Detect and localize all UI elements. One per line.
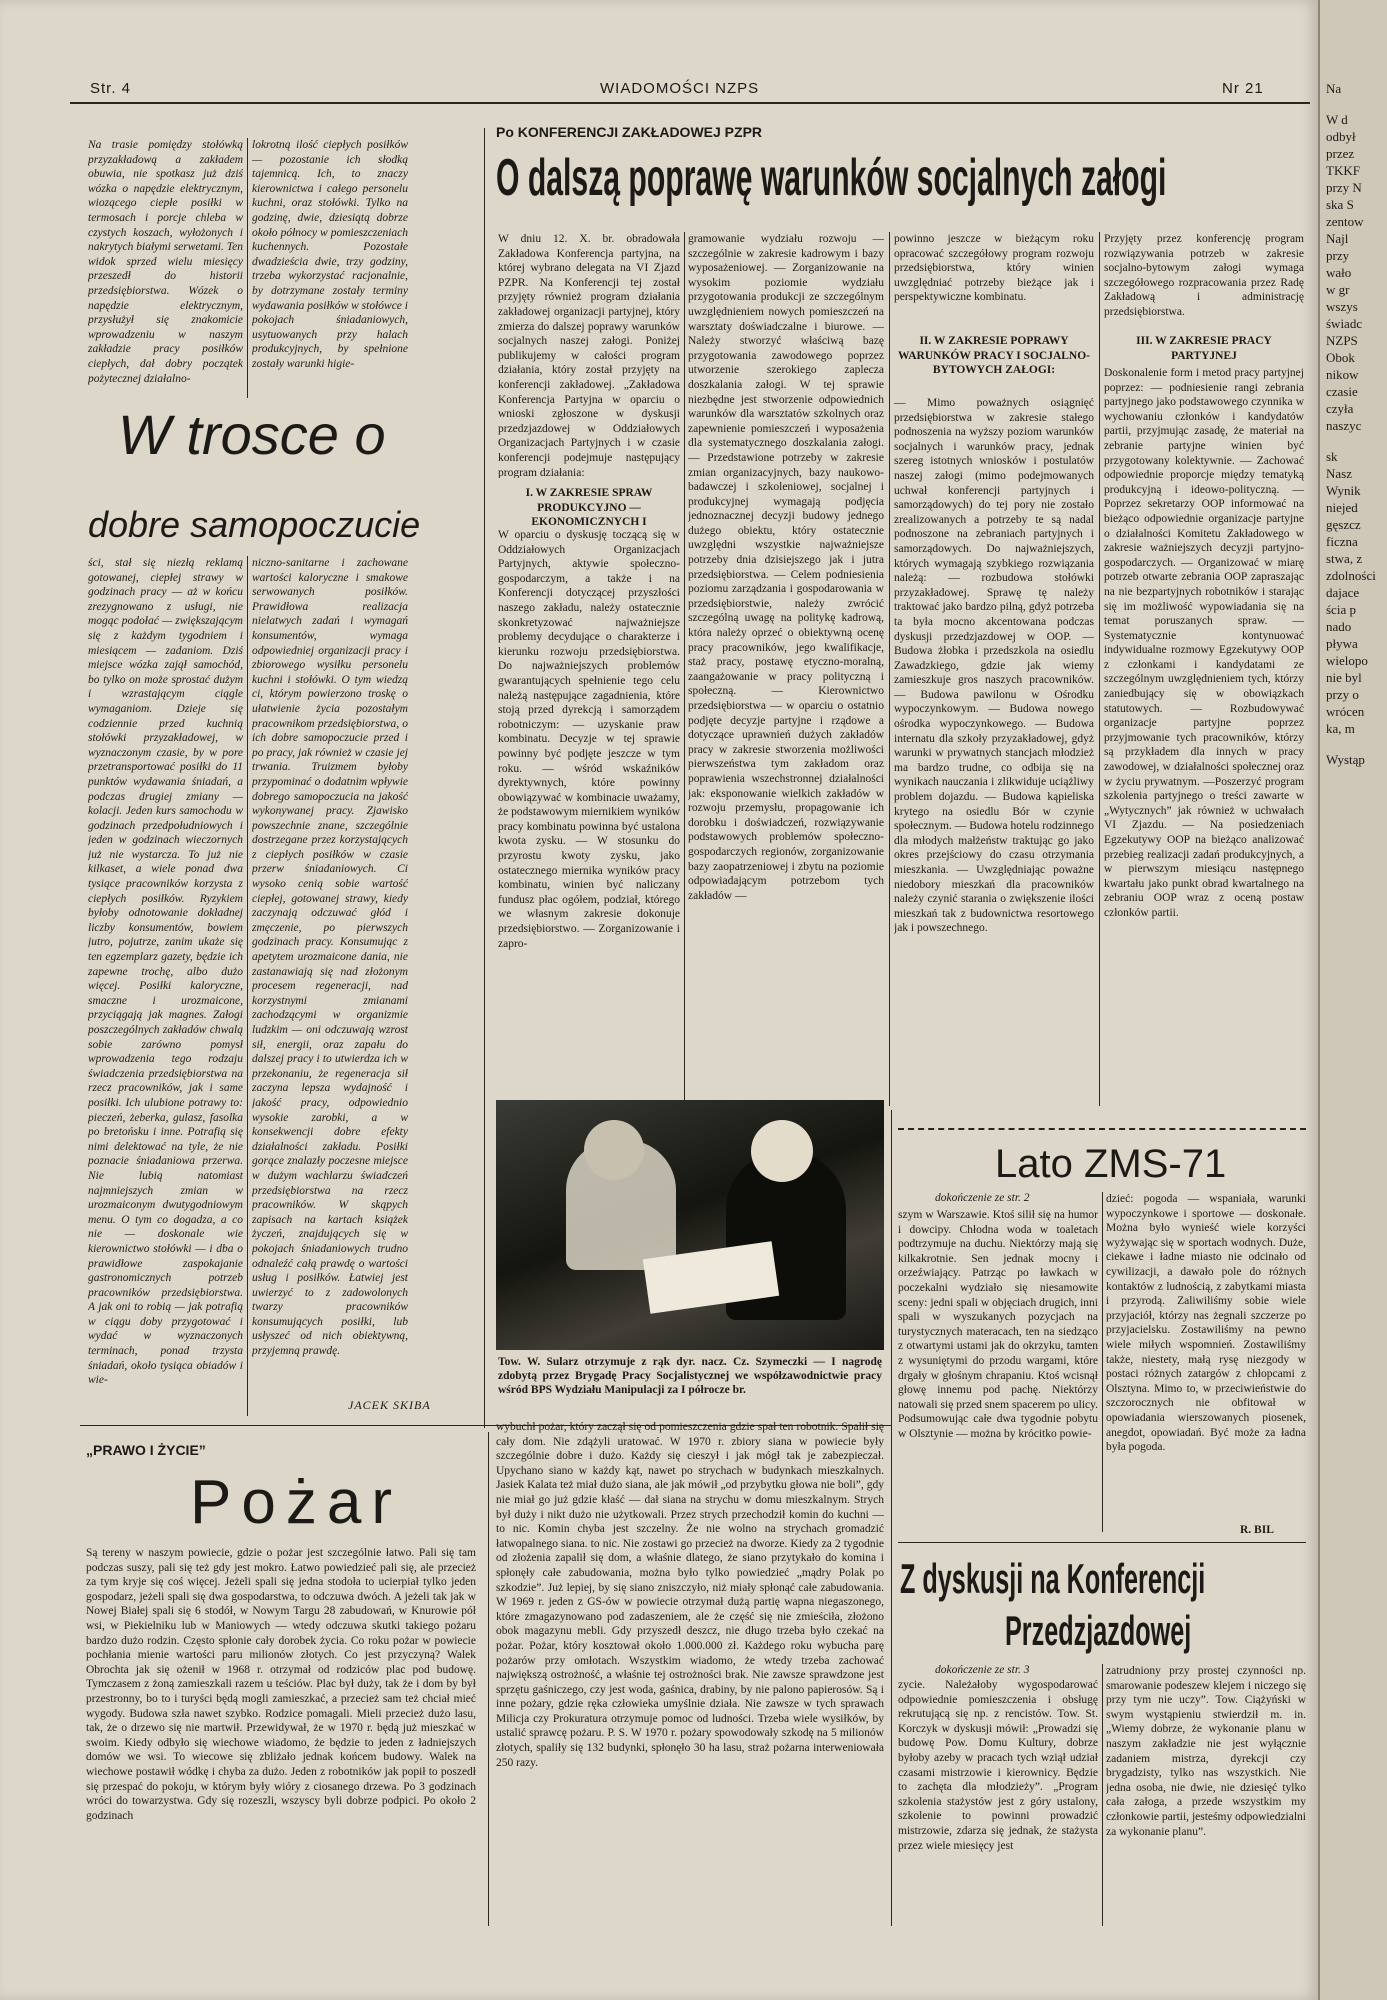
edge-text-fragment: zdolności — [1326, 568, 1376, 583]
edge-text-fragment: naszyc — [1326, 418, 1362, 433]
edge-text-fragment: przez — [1326, 146, 1355, 161]
column-rule — [1102, 1192, 1103, 1532]
edge-text-fragment: NZPS — [1326, 333, 1358, 348]
left-article-title-line2: dobre samopoczucie — [88, 504, 421, 545]
dyskusja-col2: zatrudniony przy prostej czynności np. smarowanie podeszew klejem i niczego się przy tym nie uczy”. Tow. Ciążyński w swym wystąpieniu stwierdził m. in. „Wiemy dobrze, że wykonanie planu w naszym zakładzie nie jest wyłącznie zadaniem mistrza, dyrekcji czy brygadzisty, tylko nas wszystkich. Nie jedna osoba, nie dwie, nie dziesięć tylko cała załoga, a przede wszystkim my członkowie partii, jesteśmy odpowiedzialni za wykonanie planu”. — [1106, 1665, 1306, 1838]
left-article-body-col1: ści, stał się niezłą reklamą gotowanej, ciepłej strawy w godzinach pracy — aż w końcu zrezygnowano z usługi, nie mogąc podołać — zwiększającym się z każdym tygodniem i miesiącem — zadaniom. Dziś miejsce wózka zajął samochód, bo tylko on może sprostać dużym i wzrastającym ciągle wymaganiom. Dzieje się codziennie przed kuchnią stołówki przyzakładowej, w wyznaczonym czasie, by w pore przetransportować posiłki do 11 punktów wydawania śniadań, a podczas drugiej zmiany — kolacji. Jeden kurs samochodu w godzinach przedpołudniowych i jeden w godzinach wieczornych już nie wystarcza. To już nie kilkaset, a wiele ponad dwa tysiące pracowników korzysta z ciepłych posiłków. Ryzykiem byłoby odnotowanie dokładnej liczby konsumentów, bowiem jutro, pojutrze, zanim ukaże się ten egzemplarz gazety, będzie ich zapewne trochę, albo dużo więcej. Posiłki kaloryczne, smaczne i urozmaicone, przyciągają jak magnes. Załogi poszczególnych zakładów chwalą sobie zarówno pomysł wprowadzenia tego rodzaju świadczenia przedsiębiorstwa na rzecz pracowników, jak i same posiłki. Ich ulubione potrawy to: pieczeń, żeberka, gulasz, fasolka po bretońsku i inne. Potrafią się nimi delektować na tyle, że nie poznacie śniadaniowa przerwa. Nie lubią natomiast najmniejszych zmian w urozmaiconym dwutygodniowym menu. O tym co dogadza, a co nie — doskonale wie kierownictwo stołówki — i dba o prawidłowe zaspokajanie gastronomicznych potrzeb pracowników przedsiębiorstwa. A jak oni to robią — jak potrafią w ciągu doby przygotować i wydać w wyznaczonych terminach, ponad trzysta śniadań, około tysiąca obiadów i wie- — [88, 557, 243, 1387]
section-rule — [484, 128, 485, 1428]
left-article-author: JACEK SKIBA — [348, 1398, 431, 1412]
section-rule — [891, 1110, 892, 1926]
edge-text-fragment: dajace — [1326, 585, 1360, 600]
edge-text-fragment: wszys — [1326, 299, 1358, 314]
edge-text-fragment: przy o — [1326, 687, 1359, 702]
column-rule — [1099, 232, 1100, 1106]
edge-text-fragment: nikow — [1326, 367, 1359, 382]
edge-text-fragment: czyła — [1326, 401, 1354, 416]
edge-text-fragment: Wynik — [1326, 483, 1361, 498]
pozar-col2: wybuchł pożar, który zaczął się od pomieszczenia gdzie spał ten robotnik. Spalił się cały dom. Nie zdążyli uratować. W 1970 r. zbiory siana w powiecie były szczególnie dobre i dużo. Każdy się cieszył i jak mógł tak je zabezpieczał. Upychano siano w każdy kąt, nawet po strychach w budynkach mieszkalnych. Jasiek Kalata też miał dużo siana, ale jak mówił „od przybytku głowa nie boli”, gdy nie miał go już gdzie kłaść — dał siana na strychu w domu mieszkalnym. Strych był duży i nikt dużo nie użytkowali. Przez strych przechodził komin do kuchni — to nic. Komin chyba jest szczelny. Że nie wolno na strychach gromadzić łatwopalnego siana. to nic. Nie zostawi go przecież na dworze. Kiedy za 2 tygodnie od złożenia zapalił się dom, a właśnie dlatego, że siano przytykało do komina i spłonęły całe zabudowania, można było tylko powiedzieć „mądry Polak po szkodzie”. Już lepiej, by się siano zniszczyło, niż miały spłonąć całe zabudowania. W 1969 r. jeden z GS-ów w powiecie otrzymał dużą partię wapna niegaszonego, które zmagazynowano pod zadaszeniem, ale że część się nie zmieściła, złożono obok magazynu mebli. Gdy przyszedł deszcz, nie długo trzeba było czekać na pożar. Pożar, który kosztował około 1.000.000 zł. Każdego roku wybucha parę pożarów przy omłotach. Wszystkim wiadomo, że wtedy trzeba zachować największą ostrożność, a właśnie tej ostrożności brak. Nie zawsze sprawdzone jest sprzętu gaśniczego, czy jest woda, gaśnica, drabiny, by nie palono papierosów. Są i inne pożary, gdzie ręka człowieka umyślnie działa. Nie zawsze w tych sprawach Milicja czy Prokuratura otrzymuje pomoc od ludności. Trzeba wiele wysiłków, by ustalić sprawcę pożaru. P. S. W 1970 r. pożary spowodowały szkodę na 5 milionów złotych, spaliły się 132 budynki, spłonęło 30 ha lasu, straż pożarna interweniowała 250 razy. — [496, 1421, 884, 1769]
edge-text-fragment: TKKF — [1326, 163, 1360, 178]
column-rule — [247, 138, 248, 398]
newspaper-title: WIADOMOŚCI NZPS — [600, 80, 760, 97]
edge-text-fragment: czasie — [1326, 384, 1358, 399]
edge-text-fragment: Obok — [1326, 350, 1355, 365]
edge-gap — [1320, 737, 1387, 751]
photo-figure-head — [751, 1120, 813, 1182]
section-rule — [898, 1128, 1306, 1130]
section-rule — [898, 1542, 1306, 1543]
edge-text-fragment: Nasz — [1326, 466, 1352, 481]
edge-text-fragment: wielopo — [1326, 653, 1368, 668]
conference-col1: W dniu 12. X. br. obradowała Zakładowa Konferencja partyjna, na której wybrano delegata na VI Zjazd PZPR. Na Konferencji tej został przyjęty również program działania zakładowej organizacji partyjnej, który zmierza do dalszej poprawy warunków socjalnych naszej załogi. Poniżej publikujemy w całości program działania, który został przyjęty na konferencji zakładowej. „Zakładowa Konferencja Partyjna w oparciu o wnioski zgłoszone w dyskusji przedzjazdowej w Oddziałowych Organizacjach Partyjnych i w czasie konferencji podejmuje następujący program działania: — [498, 233, 680, 478]
edge-text-fragment: niejed — [1326, 500, 1358, 515]
edge-text-fragment: Najl — [1326, 231, 1349, 246]
edge-text-fragment: zentow — [1326, 214, 1364, 229]
edge-gap — [1320, 97, 1387, 111]
edge-text-fragment: ska S — [1326, 197, 1354, 212]
edge-text-fragment: pływa — [1326, 636, 1358, 651]
lato-author: R. BIL — [1240, 1524, 1274, 1536]
column-rule — [247, 556, 248, 1416]
conference-col4: Przyjęty przez konferencję program rozwiązywania potrzeb w zakresie socjalno-bytowym załogi wymaga szczegółowego rozpracowania przez Radę Zakładową i administrację przedsiębiorstwa. — [1104, 233, 1304, 318]
dyskusja-headline-line2: Przedzjazdowej — [1005, 1607, 1192, 1654]
edge-text-fragment: sk — [1326, 449, 1338, 464]
adjacent-page-text — [1320, 0, 1387, 768]
column-rule — [488, 1432, 489, 1926]
dyskusja-continuation: dokończenie ze str. 3 — [935, 1664, 1030, 1676]
edge-text-fragment: ficzna — [1326, 534, 1358, 549]
lato-headline: Lato ZMS-71 — [995, 1142, 1227, 1186]
lato-continuation: dokończenie ze str. 2 — [935, 1192, 1030, 1204]
left-article-title-line1: W trosce o — [118, 403, 386, 466]
edge-text-fragment: ka, m — [1326, 721, 1355, 736]
conference-col3: powinno jeszcze w bieżącym roku opracować szczegółowy program rozwoju przedsiębiorstwa, który winien uwzględniać potrzeby bieżące jak i perspektywiczne kombinatu. — [894, 233, 1094, 304]
edge-text-fragment: W d — [1326, 112, 1348, 127]
lato-col1: szym w Warszawie. Ktoś silił się na humor i dowcipy. Chłodna woda w toaletach podtrzymuje na duchu. Niektórzy mają się kilkakrotnie. Sen jednak mocny i orzeźwiający. Patrząc po ławkach w poczekalni wydziało się niesamowite sceny: jedni spali w objęciach drugich, inni spali w wyszukanych pozycjach na turystycznych materacach, ten na siedząco z otwartymi ustami jak do okrzyku, tamten z wysuniętymi do przodu wargami, które drgały w głośnym chrapaniu. Ktoś wcisnął głowę innemu pod pachę. Niektórzy natowali się przed snem spacerem po ulicy. Podsumowując całe dwa tygodnie pobytu w Olsztynie — można by krócitko powie- — [898, 1209, 1098, 1440]
conference-col2: gramowanie wydziału rozwoju — szczególnie w zakresie kadrowym i bazy wyposażeniowej. — Zorganizowanie na wysokim poziomie wydziału przygotowania produkcji ze szczególnym uwzględnieniem nowych pomieszczeń na warsztaty doświadczalne i biurowe. — Należy stworzyć właściwą bazę przygotowania zawodowego poprzez utworzenie szerokiego zaplecza doszkalania załogi. W tej sprawie niezbędne jest stworzenie odpowiednich warunków dla warsztatów szkolnych oraz zapewnienie pomieszczeń i wyposażenia dla systematycznego doszkalania załogi. — Przedstawione potrzeby w zakresie zmian organizacyjnych, bazy naukowo-badawczej i szkoleniowej, socjalnej i produkcyjnej wymagają podjęcia jednoznacznej decyzji budowy jednego dużego obiektu, który ostatecznie uwzględni wszystkie najważniejsze potrzeby dnia dzisiejszego jak i jutra przedsiębiorstwa. — Celem podniesienia poziomu zarządzania i gospodarowania w przedsiębiorstwie, należy zwrócić szczególną uwagę na politykę kadrową, która należy oprzeć o obiektywną ocenę pracy pracowników, jego kwalifikacje, staż pracy, postawę etyczno-moralną, zaangażowanie w pracy polityczną i społeczną. — Kierownictwo przedsiębiorstwa — w oparciu o ostatnio podjęte decyzje partyjne i rządowe a dotyczące uprawnień dużych zakładów pracy w zakresie stworzenia możliwości pierwszeństwa tym zakładom oraz poprawienia wszechstronnej działalności jak: eksponowanie wielkich zakładów w rozwoju przemysłu, propagowanie ich dorobku i doświadczeń, rozwiązywanie podstawowych problemów społeczno-gospodarczych regionów, zorganizowanie bazy zaopatrzeniowej i zbytu na poziomie odpowiadającym potrzebom tych zakładów — — [688, 233, 884, 902]
dyskusja-col1: zycie. Należałoby wygospodarować odpowiednie pomieszczenia i obsługę rekrutującą się np. z rencistów. Tow. St. Korczyk w dyskusji mówił: „Prowadzi się budowę Pow. Domu Kultury, dobrze byłoby azeby w pracach tych wziął udział czasami mistrzowie i kierownicy. Będzie to zachęta dla młodzieży”. „Program szkolenia stażystów jest z góry ustalony, szkolenie to powinni prowadzić mistrzowie, zdarza się jednak, że stażysta przez wiele miesięcy jest — [898, 1679, 1098, 1852]
edge-text-fragment: wrócen — [1326, 704, 1365, 719]
edge-text-fragment: w gr — [1326, 282, 1350, 297]
conference-col1-body: W oparciu o dyskusję toczącą się w Oddziałowych Organizacjach Partyjnych, aktywie społeczno-gospodarczym, a także i na Konferencji dotyczącej przyszłości naszego zakładu, należy ostatecznie skonkretyzować najważniejsze problemy decydujące o charakterze i kierunku rozwoju przedsiębiorstwa. Do najważniejszych problemów gwarantujących spełnienie tego celu należą następujące zagadnienia, które stoją przed dyrekcją i samorządem robotniczym: — uzyskanie praw kombinatu. Decyzje w tej sprawie powinny być podjęte jeszcze w tym roku. — wśród wskaźników dyrektywnych, które powinny obowiązywać w kombinacie uważamy, że podstawowym miernikiem wyników pracy kombinatu powinna być ustalona kwota zysku. — W stosunku do przyrostu kwoty zysku, jako ostatecznego miernika wyników pracy kombinatu, winien być naliczany fundusz płac ogółem, podział, którego we własnym zakresie dokonuje przedsiębiorstwo. — Zorganizowanie i zapro- — [498, 529, 680, 950]
left-article-intro-col2: lokrotną ilość ciepłych posiłków — pozostanie ich słodką tajemnicą. Ich, to znaczy kierownictwa i całego personelu kuchni, oraz stołówki. Tylko na godzinę, dwie, dziesiątą dobrze około północy w pomieszczeniach kuchennych. Pozostałe dwadzieścia dwie, trzy godziny, trzeba wykorzystać racjonalnie, by dotrzymane zostały terminy wydawania posiłków w stołówce i pokojach śniadaniowych, usytuowanych przy halach produkcyjnych, by spełnione zostały warunki higie- — [252, 139, 408, 370]
pozar-col1: Są tereny w naszym powiecie, gdzie o pożar jest szczególnie łatwo. Pali się tam podczas suszy, pali się też gdy jest mokro. Łatwo powiedzieć pali się, ale przecież za tym kryje się coś więcej. Jeżeli spali się jedna stodoła to ucierpiał tylko jeden gospodarz, jeżeli spali się dwa gospodarstwa, to odczuwa dwóch. A jeżeli tak jak w Nowej Białej spali się 6 stodół, w Nowym Targu 28 zabudowań, w Knurowie pół wsi, w Piekielniku lub w Maniowych — wtedy odczuwa skutki takiego pożaru bardzo dużo rodzin. Często spłonie cały dorobek życia. Co roku pożar w powiecie pochłania mienie wartości paru milionów złotych. Co jest przyczyną? Walek Obrochta jak się ożenił w 1968 r. otrzymał od rodziców plac pod budowę. Tymczasem z żoną zamieszkali razem u teściów. Plac był duży, tak że i dom by był przestronny, bo to i turyści będą mogli zamieszkać, a przecież sam też chciał mieć wygody. Budowa szła nawet szybko. Rodzice pomagali. Mieli przecież dużo lasu, tak, że o drzewo się nie martwił. Przewidywał, że w 1970 r. będą już mieszkać w swoim. Kiedy odbyło się wiechowe wiadomo, że będzie to jeden z ładniejszych domów we wsi. To wiecowe się zbliżało jednak końcem budowy. Walek na wiechowe postawił wódkę i chyba za dużo. Jeden z robotników jak popił to poszedł się przespać do pokoju, w którym były wióry z ciosanego drzewa. Po 3 godzinach wróci do towarzystwa. Gdy się rozeszli, wszyscy byli dobrze podpici. Po około 2 godzinach — [86, 1547, 476, 1822]
lato-col2: dzieć: pogoda — wspaniała, warunki wypoczynkowe i sportowe — doskonałe. Można było wynieść wiele korzyści wyżywając się w sportach wodnych. Duże, ciekawe i ładne miasto nie odcinało od cywilizacji, a dawało pole do różnych kontaktów z ludnością, z zabytkami miasta i przyrodą. Zaliwiliśmy sobie wiele przyjaciół, którzy nas żegnali szczerze po przyjacielsku. Zostawiliśmy na pewno wiele miłych wspomnień. Zostawiliśmy także, niestety, małą rysę niezgody w postaci różnych zatargów z chłopcami z Olsztyna. Mimo to, w przeciwieństwie do szczorocznych nie obfitował w opowiadania wierszowanych piosenek, anegdot, opowiadań. Być może za ładna była pogoda. — [1106, 1193, 1306, 1454]
column-rule — [1102, 1664, 1103, 1926]
photo-award-ceremony — [496, 1100, 884, 1350]
dyskusja-headline-line1: Z dyskusji na Konferencji — [900, 1555, 1206, 1602]
column-rule — [889, 232, 890, 1106]
adjacent-page-edge — [1318, 0, 1387, 2000]
issue-number: Nr 21 — [1222, 80, 1264, 97]
photo-figure-head — [584, 1120, 644, 1180]
header-rule — [70, 102, 1310, 104]
edge-text-fragment: przy N — [1326, 180, 1362, 195]
edge-text-fragment: odbył — [1326, 129, 1356, 144]
edge-text-fragment: nado — [1326, 619, 1352, 634]
left-article-intro-col1: Na trasie pomiędzy stołówką przyzakładową a zakładem obuwia, nie spotkasz już dziś wózka o napędzie elektrycznym, wiozącego ciepłe posiłki w termosach i porcje chleba w czystych koszach, wyłożonych i nakrytych białymi serwetami. Ten widok sprzed wielu miesięcy przeszedł do historii przedsiębiorstwa. Wózek o napędzie elektrycznym, przysłużył się znakomicie wprowadzeniu w naszym zakładzie pracy posiłków ciepłych, dał dobry początek pożytecznej działalno- — [88, 139, 243, 385]
edge-text-fragment: Na — [1326, 81, 1342, 96]
conference-section-1-heading: I. W ZAKRESIE SPRAW PRODUKCYJNO — EKONOMICZNYCH I — [525, 487, 653, 529]
conference-headline: O dalszą poprawę warunków socjalnych załogi — [496, 149, 1167, 207]
edge-text-fragment: świadc — [1326, 316, 1363, 331]
photo-caption: Tow. W. Sularz otrzymuje z rąk dyr. nacz. Cz. Szymeczki — I nagrodę zdobytą przez Brygadę Pracy Socjalistycznej we współzawodnictwie pracy wśród BPS Wydziału Manipulacji za I półrocze br. — [498, 1356, 882, 1396]
edge-text-fragment: nie byl — [1326, 670, 1362, 685]
pozar-headline: Pożar — [190, 1468, 402, 1537]
conference-col4-body: Doskonalenie form i metod pracy partyjnej poprzez: — podniesienie rangi zebrania partyjnego jako podstawowego czynnika w wychowaniu członków i kandydatów partii, przyjmując zasadę, że materiał na zebranie partyjne winien być przygotowany kolektywnie. — Zachować odpowiednie proporcje między tematyką produkcyjną i ideowo-polityczną. — Poprzez sekretarzy OOP informować na bieżąco odpowiednie organizacje partyjne o działalności Komitetu Zakładowego w zakresie ważniejszych decyzji partyjno-gospodarczych. — Organizować w miarę potrzeb otwarte zebrania OOP zapraszając na nie bezpartyjnych robotników i starając się im możliwość wypowiadania się na temat poruszanych spraw. — Systematycznie kontynuować indywidualne rozmowy Egzekutywy OOP z członkami i kandydatami ze szczególnym uwzględnieniem tych, którzy zaniedbujący się w obowiązkach statutowych. — Rozbudowywać organizacje partyjne poprzez przyjmowanie tych pracowników, którzy są przykładem dla innych w pracy zawodowej, w działalności społecznej oraz w życiu prywatnym. —Poszerzyć program szkolenia partyjnego o treści zawarte w „Wytycznych” jak również w uchwałach VI Zjazdu. — Na posiedzeniach Egzekutywy OOP na bieżąco analizować przebieg realizacji zadań produkcyjnych, a w pierwszym miesiącu następnego kwartału jako punkt obrad kwartalnego na zebraniu OOP wraz z oceną postaw członków partii. — [1104, 367, 1304, 919]
edge-text-fragment: Wystąp — [1326, 752, 1365, 767]
edge-text-fragment: przy — [1326, 248, 1350, 263]
edge-gap — [1320, 434, 1387, 448]
conference-col3-body: — Mimo poważnych osiągnięć przedsiębiorstwa w zakresie stałego podnoszenia na wyższy poziom warunków socjalnych i warunków pracy, jednak szereg istotnych wniosków i postulatów naszej załogi (mimo podejmowanych uchwał konferencji partyjnych i samorządowych) do tej pory nie zostało zrealizowanych a potrzeby te są nadal podnoszone na zebraniach partyjnych i samorządowych. Do najważniejszych, których wymagają szybkiego rozwiązania należą: — rozbudowa stołówki przyzakładowej. Sprawę tę należy traktować jako bardzo pilną, gdyż potrzeba ta była mocno akcentowana podczas dyskusji przedzjazdowej w OOP. — Budowa żłobka i przedszkola na osiedlu Zawadzkiego, gdzie jak wiemy zamieszkuje gros naszych pracowników. — Budowa pawilonu w Ośrodku wypoczynkowym. — Budowa nowego ośrodka wypoczynkowego. — Budowa internatu dla szkoły przyzakładowej, gdyż warunki w prywatnych stancjach młodzież ma bardzo trudne, co odbija się na wynikach nauczania i zlikwiduje uciążliwy problem dojazdu. — Budowa kąpieliska krytego na osiedlu Bór w czynie społecznym. — Budowa hotelu rodzinnego dla młodych małżeństw traktując go jako okres przejściowy do czasu otrzymania mieszkania. — Uwzględniając poważne niedobory mieszkań dla pracowników należy czynić starania o zwiększenie ilości mieszkań tak z budownictwa resortowego jak i powszechnego. — [894, 397, 1094, 935]
conference-section-3-heading: III. W ZAKRESIE PRACY PARTYJNEJ — [1136, 335, 1272, 362]
conference-kicker: Po KONFERENCJI ZAKŁADOWEJ PZPR — [496, 124, 763, 140]
edge-text-fragment: ścia p — [1326, 602, 1356, 617]
edge-text-fragment: stwa, z — [1326, 551, 1363, 566]
edge-text-fragment: gęszcz — [1326, 517, 1361, 532]
page-number: Str. 4 — [90, 80, 132, 97]
pozar-kicker: „PRAWO I ŻYCIE” — [86, 1442, 206, 1458]
conference-section-2-heading: II. W ZAKRESIE POPRAWY WARUNKÓW PRACY I SOCJALNO-BYTOWYCH ZAŁOGI: — [898, 335, 1090, 377]
edge-text-fragment: wało — [1326, 265, 1352, 280]
column-rule — [684, 232, 685, 1106]
left-article-body-col2: niczno-sanitarne i zachowane wartości kaloryczne i smakowe serwowanych posiłków. Prawidłowa realizacja nielatwych zadań i wymagań konsumentów, wymaga odpowiedniej organizacji pracy i zbiorowego wysiłku personelu kuchni i stołówki. O tym wiedzą ci, którym powierzono troskę o ułatwienie życia pozostałym pracownikom przedsiębiorstwa, o ich dobre samopoczucie przed i po pracy, jak również w czasie jej trwania. Truizmem byłoby przypominać o dodatnim wpływie dobrego samopoczucia na jakość wykonywanej pracy. Zjawisko powszechnie znane, szczególnie dostrzegane przez korzystających z ciepłych posiłków w czasie przerw śniadaniowych. Ci wysoko cenią sobie wartość ciepłej, gotowanej strawy, kiedy zaczynają odczuwać głód i zmęczenie, po pierwszych godzinach pracy. Konsumując z apetytem urozmaicone dania, nie zastanawiają się nad złożonym procesem regeneracji, nad korzystnymi zmianami zachodzącymi w organizmie ludzkim — oni odczuwają wzrost sił, energii, oraz zapału do dalszej pracy i to utwierdza ich w przekonaniu, że regeneracja sił zaczyna lepsza wydajność i jakość pracy, odpowiednio wysokie zarobki, a w konsekwencji dobre efekty działalności zakładu. Posiłki gorące znalazły poczesne miejsce w dużym wachlarzu świadczeń przedsiębiorstwa na rzecz pracowników. W skąpych zapisach na kartach książek życzeń, znajdujących się w pokojach śniadaniowych trudno odnaleźć całą prawdę o wartości usług i posiłków. Łatwiej jest uwierzyć to z zadowolonych twarzy pracowników konsumujących posiłki, lub usłyszeć od nich obiektywną, przyjemną prawdę. — [252, 557, 408, 1358]
